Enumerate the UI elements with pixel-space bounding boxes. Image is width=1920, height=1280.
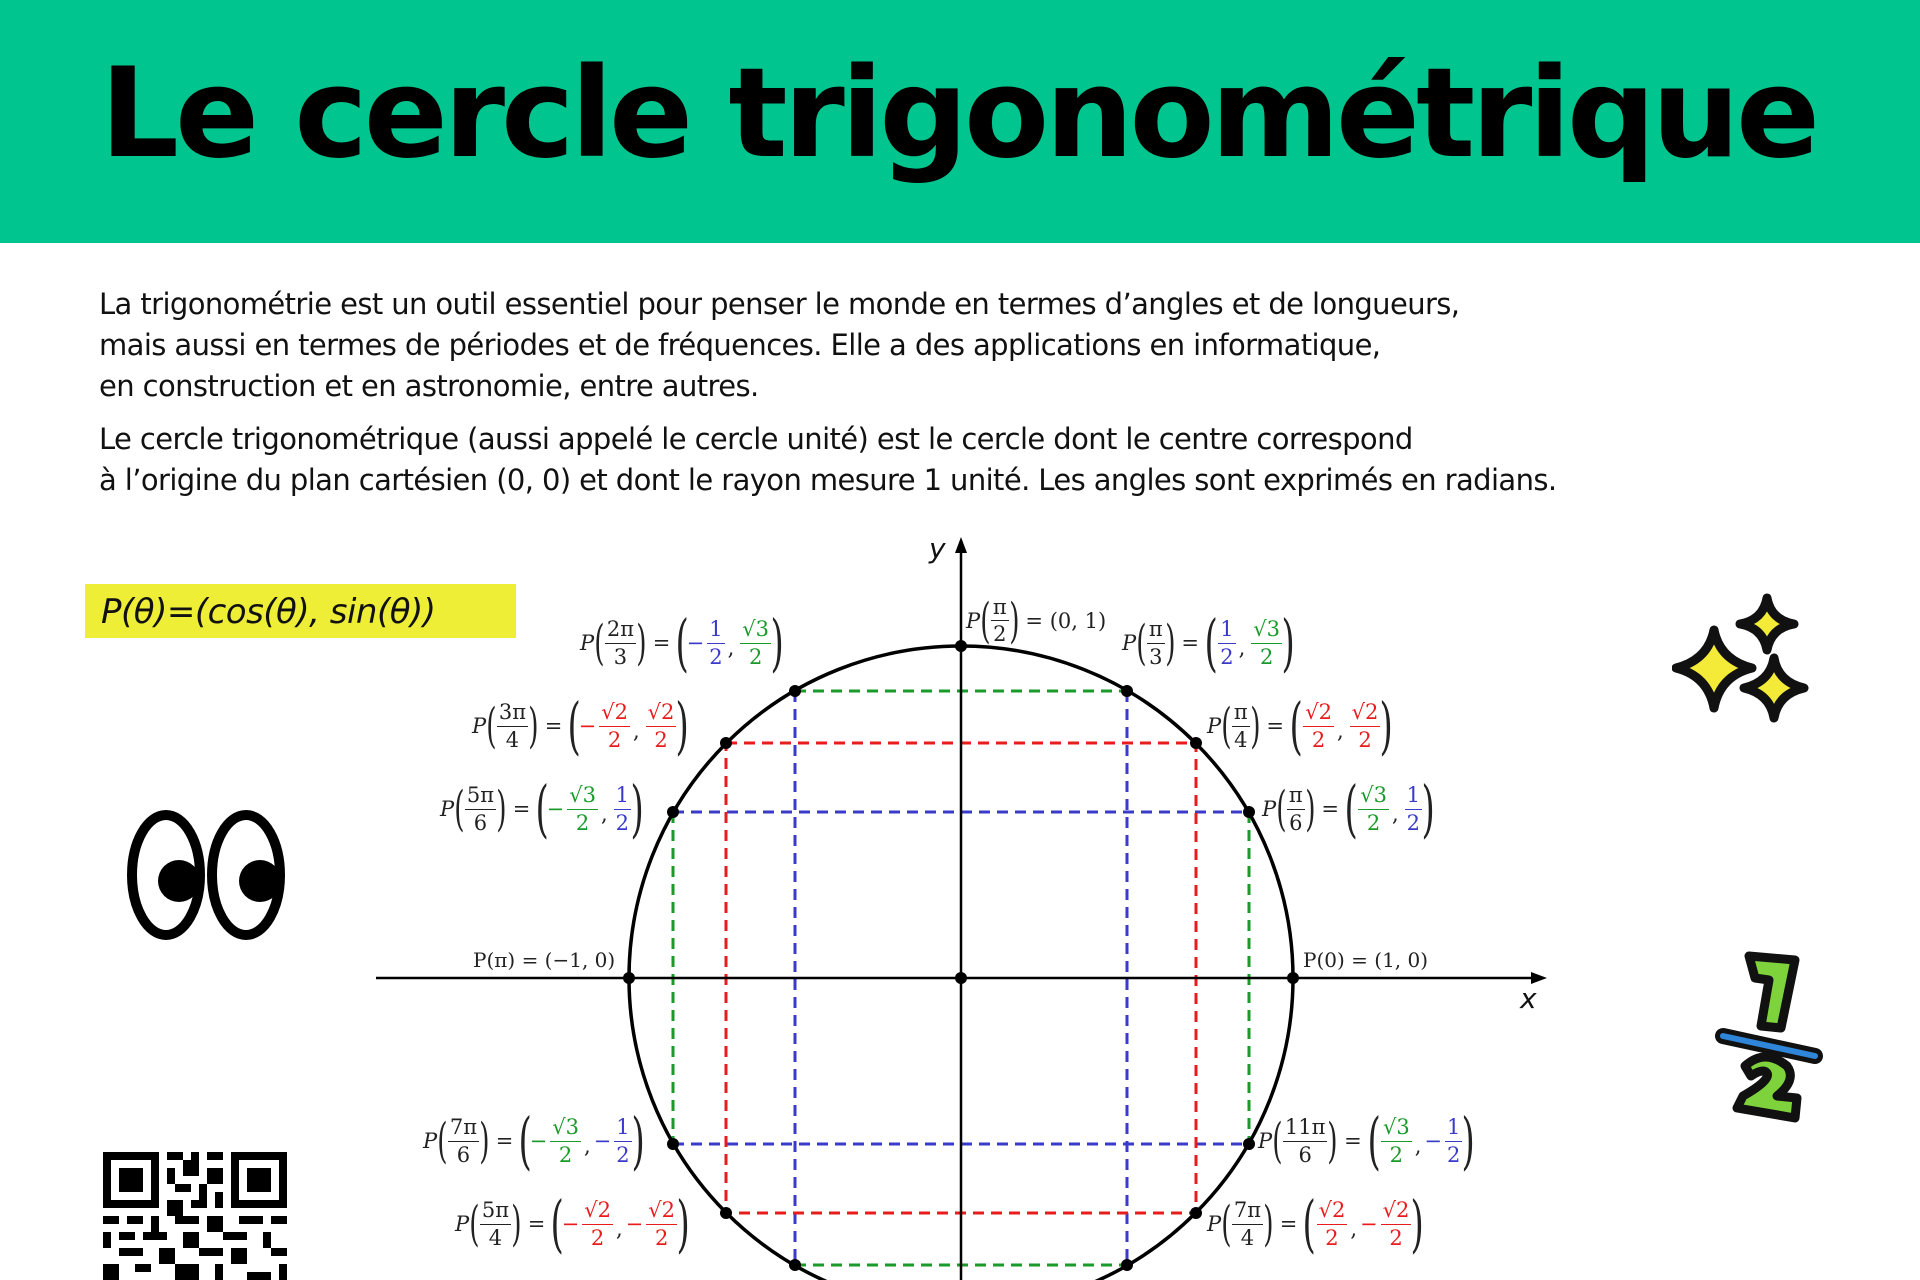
angle-fraction: $\frac{11\pi}{6}$ bbox=[1284, 1115, 1326, 1167]
coord-fraction: $\frac{1}{2}$ bbox=[1220, 617, 1234, 669]
label-P: P bbox=[472, 714, 487, 738]
angle-fraction: $\frac{3\pi}{4}$ bbox=[498, 700, 527, 752]
label-P: P bbox=[1262, 797, 1277, 821]
coord-y bbox=[1248, 618, 1284, 667]
coord-x: − $\frac{√3}{2}$ bbox=[546, 783, 596, 835]
point-pi-3 bbox=[1121, 685, 1133, 697]
coord-fraction: $\frac{√2}{2}$ bbox=[1351, 700, 1379, 752]
coord-x bbox=[1314, 1199, 1350, 1248]
coord-y bbox=[737, 618, 773, 667]
point-3pi-4 bbox=[720, 737, 732, 749]
angle-fraction: $\frac{\pi}{4}$ bbox=[1233, 700, 1248, 752]
point-5pi-4 bbox=[720, 1207, 732, 1219]
label-P: P bbox=[1207, 1212, 1222, 1236]
point-5pi-3 bbox=[1121, 1259, 1133, 1271]
label-point: P ( $\frac{\pi}{6}$ ) = ( $\frac{√3}{2}$ , $\frac{1}{2}$ ) bbox=[1262, 772, 1435, 845]
angle-fraction: $\frac{\pi}{6}$ bbox=[1288, 783, 1303, 835]
coord-y: − $\frac{√2}{2}$ bbox=[625, 1198, 675, 1250]
coord-fraction: $\frac{√2}{2}$ bbox=[1318, 1198, 1346, 1250]
eyes-icon bbox=[126, 808, 288, 942]
point-11pi-6 bbox=[1243, 1138, 1255, 1150]
label-point: P ( $\frac{3\pi}{4}$ ) = ( − $\frac{√2}{2}$ , $\frac{√2}{2}$ ) bbox=[472, 689, 690, 762]
coord-fraction: $\frac{1}{2}$ bbox=[709, 617, 723, 669]
coord-x bbox=[1355, 784, 1391, 833]
coord-fraction: $\frac{1}{2}$ bbox=[1406, 783, 1421, 835]
angle-fraction: $\frac{\pi}{3}$ bbox=[1148, 617, 1163, 669]
one-half-icon bbox=[1715, 948, 1825, 1128]
sparkles-icon bbox=[1672, 590, 1822, 725]
y-axis-label: y bbox=[929, 532, 946, 565]
angle-fraction: $\frac{\pi}{2}$ bbox=[992, 595, 1007, 647]
coord-fraction: $\frac{√3}{2}$ bbox=[552, 1115, 579, 1167]
point-7pi-6 bbox=[667, 1138, 679, 1150]
label-P: P bbox=[1207, 714, 1222, 738]
coord-x: − $\frac{√3}{2}$ bbox=[529, 1115, 579, 1167]
angle-fraction: $\frac{7\pi}{6}$ bbox=[449, 1115, 478, 1167]
x-axis-label: x bbox=[1520, 982, 1537, 1015]
label-point: P ( $\frac{7\pi}{6}$ ) = ( − $\frac{√3}{2}$ , − $\frac{1}{2}$ ) bbox=[423, 1104, 645, 1177]
angle-fraction: $\frac{7\pi}{4}$ bbox=[1233, 1198, 1262, 1250]
coord-fraction: $\frac{1}{2}$ bbox=[1447, 1115, 1461, 1167]
label-value: = (0, 1) bbox=[1025, 608, 1107, 633]
label-P: P bbox=[455, 1212, 470, 1236]
label-point: P ( $\frac{\pi}{4}$ ) = ( $\frac{√2}{2}$ , $\frac{√2}{2}$ ) bbox=[1207, 689, 1394, 762]
intro-line: Le cercle trigonométrique (aussi appelé le cercle unité) est le cercle dont le centre correspond bbox=[99, 422, 1413, 456]
label-p-0: P(0) = (1, 0) bbox=[1303, 948, 1429, 972]
label-P: P bbox=[423, 1129, 438, 1153]
angle-fraction: $\frac{5\pi}{4}$ bbox=[481, 1198, 510, 1250]
coord-fraction: $\frac{√2}{2}$ bbox=[601, 700, 628, 752]
coord-y: − $\frac{1}{2}$ bbox=[1424, 1115, 1461, 1167]
formula-text: P(θ)=(cos(θ), sin(θ)) bbox=[101, 592, 436, 632]
label-P: P bbox=[1122, 631, 1137, 655]
label-point: P ( $\frac{2\pi}{3}$ ) = ( − $\frac{1}{2}$ , $\frac{√3}{2}$ ) bbox=[580, 606, 784, 679]
coord-x: − $\frac{√2}{2}$ bbox=[561, 1198, 611, 1250]
coord-y: − $\frac{1}{2}$ bbox=[593, 1115, 630, 1167]
label-p-pi: P(π) = (−1, 0) bbox=[473, 948, 616, 972]
coord-fraction: $\frac{√3}{2}$ bbox=[1360, 783, 1387, 835]
coord-fraction: $\frac{√3}{2}$ bbox=[569, 783, 596, 835]
coord-x: − $\frac{√2}{2}$ bbox=[578, 700, 628, 752]
label-p-pi-2: P ( $\frac{\pi}{2}$ ) = (0, 1) bbox=[966, 592, 1107, 649]
coord-fraction: $\frac{√3}{2}$ bbox=[1253, 617, 1281, 669]
coord-fraction: $\frac{√2}{2}$ bbox=[584, 1198, 611, 1250]
coord-x bbox=[1378, 1116, 1414, 1165]
point-7pi-4 bbox=[1190, 1207, 1202, 1219]
label-point: P ( $\frac{5\pi}{4}$ ) = ( − $\frac{√2}{2}$ , − $\frac{√2}{2}$ ) bbox=[455, 1187, 690, 1260]
coord-fraction: $\frac{√2}{2}$ bbox=[648, 1198, 675, 1250]
coord-fraction: $\frac{√2}{2}$ bbox=[647, 700, 675, 752]
intro-line: mais aussi en termes de périodes et de fréquences. Elle a des applications en informatique, bbox=[99, 328, 1381, 362]
coord-fraction: $\frac{1}{2}$ bbox=[616, 1115, 630, 1167]
point-4pi-3 bbox=[789, 1259, 801, 1271]
point-5pi-6 bbox=[667, 806, 679, 818]
intro-line: La trigonométrie est un outil essentiel pour penser le monde en termes d’angles et de longueurs, bbox=[99, 287, 1460, 321]
label-P: P bbox=[1258, 1129, 1273, 1153]
label-P: P bbox=[580, 631, 595, 655]
coord-fraction: $\frac{√2}{2}$ bbox=[1382, 1198, 1410, 1250]
coord-fraction: $\frac{√3}{2}$ bbox=[1382, 1115, 1410, 1167]
point-pi bbox=[623, 972, 635, 984]
label-P: P bbox=[440, 797, 455, 821]
coord-fraction: $\frac{1}{2}$ bbox=[615, 783, 630, 835]
coord-y: − $\frac{√2}{2}$ bbox=[1360, 1198, 1410, 1250]
point-2pi-3 bbox=[789, 685, 801, 697]
y-axis-arrow-icon bbox=[955, 537, 967, 553]
coord-x bbox=[1300, 701, 1336, 750]
coord-x: − $\frac{1}{2}$ bbox=[686, 617, 723, 669]
coord-fraction: $\frac{√2}{2}$ bbox=[1305, 700, 1332, 752]
label-point: P ( $\frac{7\pi}{4}$ ) = ( $\frac{√2}{2}$ , − $\frac{√2}{2}$ ) bbox=[1207, 1187, 1425, 1260]
point-pi-4 bbox=[1190, 737, 1202, 749]
coord-x bbox=[1215, 618, 1237, 667]
point-pi-6 bbox=[1243, 806, 1255, 818]
coord-y bbox=[643, 701, 679, 750]
point-origin bbox=[955, 972, 967, 984]
coord-y bbox=[1347, 701, 1383, 750]
intro-line: en construction et en astronomie, entre autres. bbox=[99, 369, 759, 403]
angle-fraction: $\frac{2\pi}{3}$ bbox=[606, 617, 635, 669]
page-title: Le cercle trigonométrique bbox=[100, 42, 1817, 186]
intro-line: à l’origine du plan cartésien (0, 0) et dont le rayon mesure 1 unité. Les angles sont exprimés en radians. bbox=[99, 463, 1557, 497]
qr-code bbox=[103, 1152, 287, 1280]
label-point: P ( $\frac{\pi}{3}$ ) = ( $\frac{1}{2}$ , $\frac{√3}{2}$ ) bbox=[1122, 606, 1295, 679]
coord-fraction: $\frac{√3}{2}$ bbox=[742, 617, 770, 669]
point-0 bbox=[1287, 972, 1299, 984]
label-P: P bbox=[966, 608, 981, 633]
angle-fraction: $\frac{5\pi}{6}$ bbox=[466, 783, 495, 835]
label-point: P ( $\frac{11\pi}{6}$ ) = ( $\frac{√3}{2}$ , − $\frac{1}{2}$ ) bbox=[1258, 1104, 1476, 1177]
label-point: P ( $\frac{5\pi}{6}$ ) = ( − $\frac{√3}{2}$ , $\frac{1}{2}$ ) bbox=[440, 772, 644, 845]
